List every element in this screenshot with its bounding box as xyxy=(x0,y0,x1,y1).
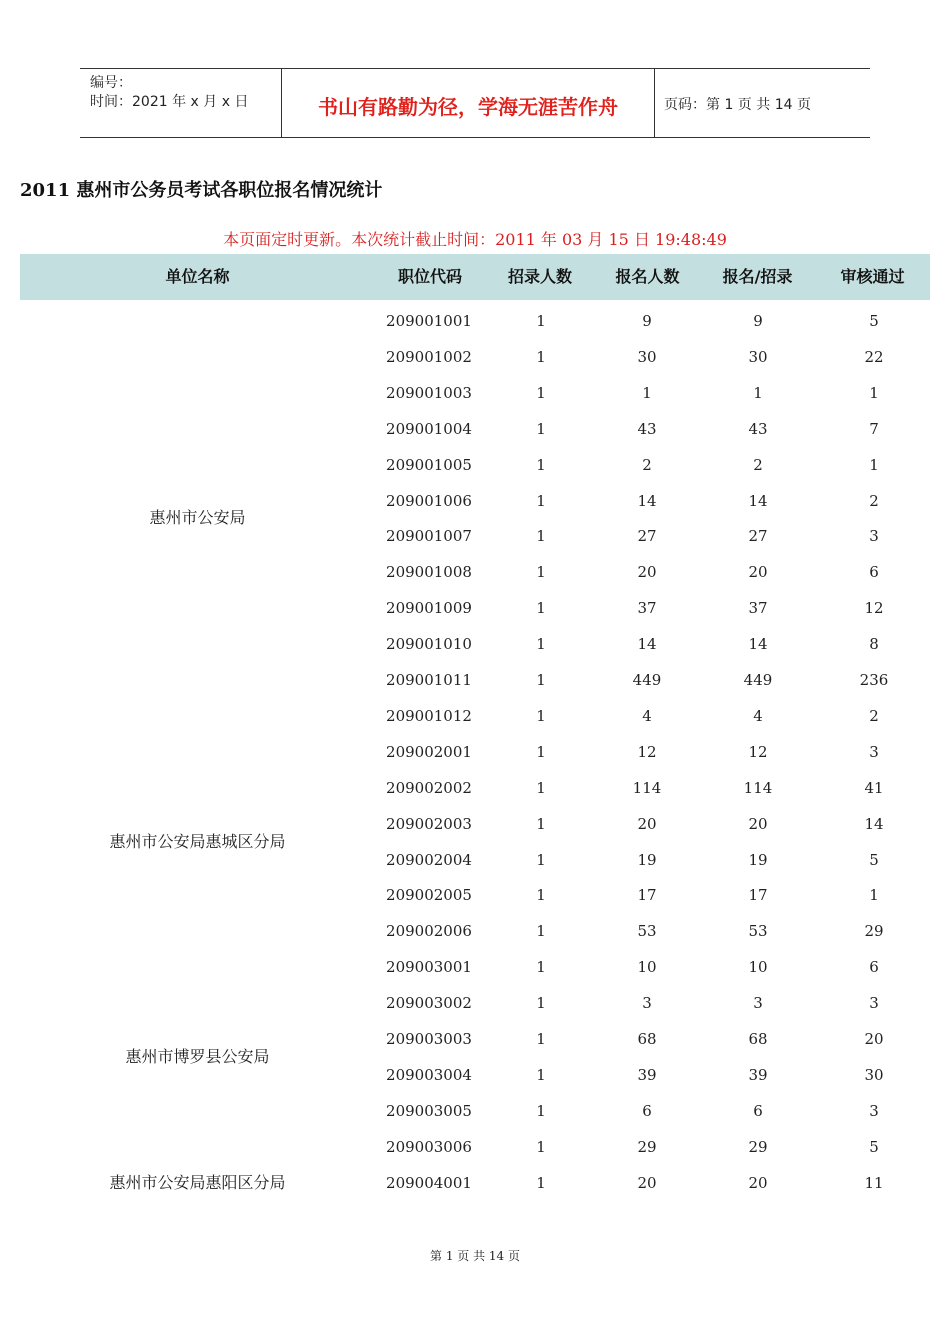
ratio-cell: 12 xyxy=(748,742,768,761)
quota-cell: 1 xyxy=(536,599,546,618)
quota-cell: 1 xyxy=(536,778,546,797)
approved-cell: 8 xyxy=(869,635,879,654)
approved-cell: 2 xyxy=(869,706,879,725)
position-code-cell: 209001002 xyxy=(386,347,472,366)
ratio-cell: 4 xyxy=(753,706,763,725)
applicants-cell: 4 xyxy=(642,706,652,725)
ratio-cell: 6 xyxy=(753,1101,763,1120)
quota-cell: 1 xyxy=(536,383,546,402)
approved-cell: 29 xyxy=(864,922,884,941)
ratio-cell: 43 xyxy=(748,419,768,438)
ratio-cell: 39 xyxy=(748,1065,768,1084)
quota-cell: 1 xyxy=(536,706,546,725)
position-code-cell: 209003005 xyxy=(386,1101,472,1120)
position-code-cell: 209003004 xyxy=(386,1065,472,1084)
approved-cell: 12 xyxy=(864,599,884,618)
approved-cell: 14 xyxy=(864,814,884,833)
quota-cell: 1 xyxy=(536,886,546,905)
quota-cell: 1 xyxy=(536,1101,546,1120)
applicants-cell: 20 xyxy=(637,563,657,582)
header-page-info: 页码：第 1 页 共 14 页 xyxy=(664,97,811,113)
ratio-cell: 19 xyxy=(748,850,768,869)
applicants-cell: 14 xyxy=(637,635,657,654)
position-code-cell: 209002003 xyxy=(386,814,472,833)
update-notice: 本页面定时更新。本次统计截止时间：2011 年 03 月 15 日 19:48:49 xyxy=(223,230,727,249)
ratio-cell: 53 xyxy=(748,922,768,941)
position-code-cell: 209003006 xyxy=(386,1137,472,1156)
approved-cell: 5 xyxy=(869,1137,879,1156)
position-code-cell: 209004001 xyxy=(386,1173,472,1192)
quota-cell: 1 xyxy=(536,491,546,510)
position-code-cell: 209001007 xyxy=(386,527,472,546)
approved-cell: 3 xyxy=(869,994,879,1013)
position-code-cell: 209003002 xyxy=(386,994,472,1013)
ratio-cell: 20 xyxy=(748,814,768,833)
applicants-cell: 20 xyxy=(637,814,657,833)
applicants-cell: 3 xyxy=(642,994,652,1013)
position-code-cell: 209002001 xyxy=(386,742,472,761)
applicants-cell: 53 xyxy=(637,922,657,941)
ratio-cell: 29 xyxy=(748,1137,768,1156)
header-right-cell xyxy=(655,69,870,137)
approved-cell: 3 xyxy=(869,742,879,761)
approved-cell: 5 xyxy=(869,312,879,330)
approved-cell: 20 xyxy=(864,1030,884,1048)
position-code-cell: 209002005 xyxy=(386,886,472,905)
applicants-cell: 6 xyxy=(642,1101,652,1120)
approved-cell: 1 xyxy=(869,455,879,474)
col-header-quota: 招录人数 xyxy=(507,267,572,286)
approved-cell: 5 xyxy=(869,850,879,869)
applicants-cell: 14 xyxy=(637,491,657,510)
applicants-cell: 12 xyxy=(637,742,657,761)
ratio-cell: 37 xyxy=(748,599,768,618)
document-time-label: 时间：2021 年 x 月 x 日 xyxy=(90,94,249,110)
quota-cell: 1 xyxy=(536,347,546,366)
quota-cell: 1 xyxy=(536,1173,546,1192)
quota-cell: 1 xyxy=(536,814,546,833)
document-number-label: 编号： xyxy=(90,75,132,91)
header-motto: 书山有路勤为径，学海无涯苦作舟 xyxy=(318,95,618,119)
header-left-cell xyxy=(80,69,282,137)
col-header-code: 职位代码 xyxy=(397,267,462,286)
position-code-cell: 209003001 xyxy=(386,958,472,977)
ratio-cell: 14 xyxy=(748,635,768,654)
applicants-cell: 27 xyxy=(637,527,657,546)
approved-cell: 11 xyxy=(864,1173,884,1192)
quota-cell: 1 xyxy=(536,671,546,689)
applicants-cell: 19 xyxy=(637,850,657,869)
ratio-cell: 449 xyxy=(743,671,773,689)
applicants-cell: 39 xyxy=(637,1065,657,1084)
position-code-cell: 209002002 xyxy=(386,778,472,797)
position-code-cell: 209001003 xyxy=(386,383,472,402)
applicants-cell: 9 xyxy=(642,312,652,330)
ratio-cell: 27 xyxy=(748,527,768,546)
applicants-cell: 29 xyxy=(637,1137,657,1156)
ratio-cell: 114 xyxy=(743,778,773,797)
approved-cell: 1 xyxy=(869,383,879,402)
ratio-cell: 68 xyxy=(748,1030,768,1048)
approved-cell: 30 xyxy=(864,1065,884,1084)
unit-name-cell: 惠州市公安局惠城区分局 xyxy=(109,831,286,851)
applicants-cell: 37 xyxy=(637,599,657,618)
col-header-ratio: 报名/招录 xyxy=(722,267,793,286)
applicants-cell: 20 xyxy=(637,1173,657,1192)
quota-cell: 1 xyxy=(536,1137,546,1156)
approved-cell: 1 xyxy=(869,886,879,905)
approved-cell: 41 xyxy=(864,778,884,797)
quota-cell: 1 xyxy=(536,527,546,546)
position-code-cell: 209001010 xyxy=(386,635,472,654)
applicants-cell: 30 xyxy=(637,347,657,366)
quota-cell: 1 xyxy=(536,1030,546,1048)
quota-cell: 1 xyxy=(536,635,546,654)
ratio-cell: 20 xyxy=(748,1173,768,1192)
unit-name-cell: 惠州市博罗县公安局 xyxy=(125,1046,270,1066)
ratio-cell: 14 xyxy=(748,491,768,510)
position-code-cell: 209001011 xyxy=(386,671,472,689)
unit-name-cell: 惠州市公安局惠阳区分局 xyxy=(109,1172,286,1192)
applicants-cell: 43 xyxy=(637,419,657,438)
position-code-cell: 209001001 xyxy=(386,312,472,330)
applicants-cell: 68 xyxy=(637,1030,657,1048)
quota-cell: 1 xyxy=(536,455,546,474)
quota-cell: 1 xyxy=(536,994,546,1013)
approved-cell: 3 xyxy=(869,1101,879,1120)
quota-cell: 1 xyxy=(536,419,546,438)
page-title: 2011 惠州市公务员考试各职位报名情况统计 xyxy=(20,180,383,201)
position-code-cell: 209001008 xyxy=(386,563,472,582)
document-header xyxy=(80,68,870,138)
quota-cell: 1 xyxy=(536,742,546,761)
page-footer: 第 1 页 共 14 页 xyxy=(430,1249,520,1263)
quota-cell: 1 xyxy=(536,922,546,941)
approved-cell: 6 xyxy=(869,958,879,977)
approved-cell: 3 xyxy=(869,527,879,546)
quota-cell: 1 xyxy=(536,563,546,582)
applicants-cell: 17 xyxy=(637,886,657,905)
position-code-cell: 209001009 xyxy=(386,599,472,618)
approved-cell: 7 xyxy=(869,419,879,438)
ratio-cell: 3 xyxy=(753,994,763,1013)
quota-cell: 1 xyxy=(536,958,546,977)
position-code-cell: 209001006 xyxy=(386,491,472,510)
applicants-cell: 449 xyxy=(632,671,662,689)
quota-cell: 1 xyxy=(536,312,546,330)
applicants-cell: 114 xyxy=(632,778,662,797)
approved-cell: 6 xyxy=(869,563,879,582)
table-header xyxy=(20,254,930,300)
position-code-cell: 209003003 xyxy=(386,1030,472,1048)
ratio-cell: 9 xyxy=(753,312,763,330)
col-header-approved: 审核通过 xyxy=(840,267,905,286)
position-code-cell: 209001012 xyxy=(386,706,472,725)
applicants-cell: 10 xyxy=(637,958,657,977)
ratio-cell: 2 xyxy=(753,455,763,474)
position-code-cell: 209001005 xyxy=(386,455,472,474)
quota-cell: 1 xyxy=(536,850,546,869)
header-center-cell xyxy=(282,69,655,137)
ratio-cell: 1 xyxy=(753,383,763,402)
ratio-cell: 17 xyxy=(748,886,768,905)
ratio-cell: 20 xyxy=(748,563,768,582)
quota-cell: 1 xyxy=(536,1065,546,1084)
position-code-cell: 209002004 xyxy=(386,850,472,869)
unit-name-cell: 惠州市公安局 xyxy=(149,508,246,528)
ratio-cell: 30 xyxy=(748,347,768,366)
ratio-cell: 10 xyxy=(748,958,768,977)
approved-cell: 236 xyxy=(859,671,889,689)
position-code-cell: 209001004 xyxy=(386,419,472,438)
approved-cell: 2 xyxy=(869,491,879,510)
applicants-cell: 1 xyxy=(642,383,652,402)
col-header-unit: 单位名称 xyxy=(165,267,230,286)
position-code-cell: 209002006 xyxy=(386,922,472,941)
col-header-applicants: 报名人数 xyxy=(615,267,680,286)
applicants-cell: 2 xyxy=(642,455,652,474)
approved-cell: 22 xyxy=(864,347,884,366)
